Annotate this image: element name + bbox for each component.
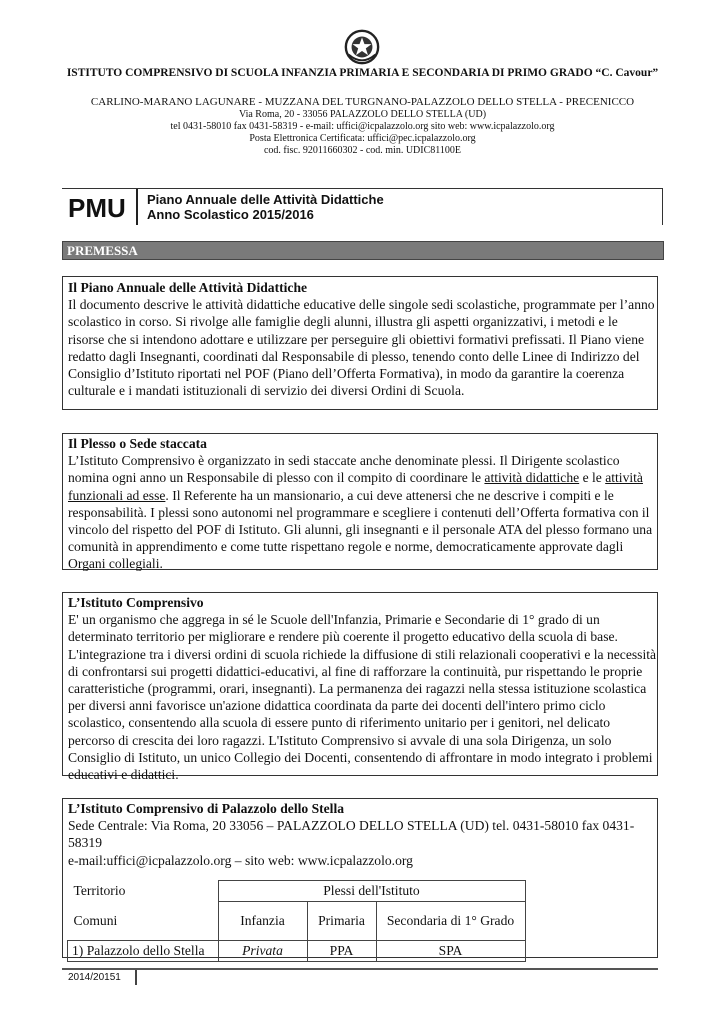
plesso-box bbox=[62, 433, 658, 570]
table-cell: Privata bbox=[218, 940, 307, 961]
table-row bbox=[68, 902, 526, 941]
table-header: Primaria bbox=[307, 902, 376, 941]
section-heading-premessa: PREMESSA bbox=[62, 241, 664, 260]
sede-centrale: Sede Centrale: Via Roma, 20 33056 – PALAZZOLO DELLO STELLA (UD) tel. 0431-58010 fax 0431-58319 bbox=[68, 818, 635, 851]
table-cell: Comuni bbox=[73, 912, 118, 928]
istituto-comprensivo-box bbox=[62, 592, 658, 783]
body-text: . Il Referente ha un mansionario, a cui deve attenersi che ne descrive i compiti e le responsabilità. I plessi sono autonomi nel programmare e scegliere i contenuti dell’Offerta formativa con il vincolo del rispetto del POF di Istituto. Gli alunni, gli insegnanti e il personale ATA del plesso formano una comunità in apprendimento e come tutte rispettano regole e norme, democraticamente approvate dagli Organi collegiali. bbox=[68, 487, 653, 572]
box-body: E' un organismo che aggrega in sé le Scuole dell'Infanzia, Primarie e Secondarie di 1° grado di un determinato territorio per migliorare e rendere più coerente il progetto educativo della scuola di base. L'integrazione tra i diversi ordini di scuola richiede la diffusione di stili relazionali cooperativi e la necessità di confrontarsi sui progetti didattici-educativi, al fine di rafforzare la continuità, pur rispettando le proprie caratteristiche (programmi, orari, insegnanti). La permanenza dei ragazzi nella stessa istituzione scolastica per diversi anni favorisce un'azione didattica coordinata da parte dei docenti dell'intero primo ciclo scolastico, consentendo alla scuola di essere punto di riferimento unitario per i genitori, nel delicato percorso di crescita dei loro ragazzi. L'Istituto Comprensivo si avvale di una sola Dirigenza, un solo Consiglio di Istituto, un unico Collegio dei Docenti, consentendo di affrontare in modo integrato i problemi educativi e didattici. bbox=[68, 612, 657, 783]
box-title: Il Plesso o Sede staccata bbox=[68, 436, 207, 451]
footer-marker bbox=[135, 970, 137, 985]
document-code: PMU bbox=[62, 189, 138, 225]
box-title: L’Istituto Comprensivo di Palazzolo dello Stella bbox=[68, 801, 345, 816]
address: Via Roma, 20 - 33056 PALAZZOLO DELLO STELLA (UD) bbox=[238, 109, 487, 120]
footer-text: 2014/20151 bbox=[68, 972, 121, 983]
table-header: Infanzia bbox=[218, 902, 307, 941]
table-cell: Territorio bbox=[73, 883, 126, 898]
body-text: e le bbox=[579, 470, 606, 486]
table-cell: SPA bbox=[376, 940, 525, 961]
table-row bbox=[68, 940, 526, 961]
plessi-table bbox=[67, 880, 526, 962]
box-body: Il documento descrive le attività didattiche educative delle singole sedi scolastiche, programmate per l’anno scolastico in corso. Si rivolge alle famiglie degli alunni, illustra gli aspetti organizzativi, i metodi e le risorse che si intendono adottare e utilizzare per perseguire gli obiettivi formativi prefissati. Il Piano viene redatto dagli Insegnanti, coordinati dal Responsabile di plesso, tenendo conto delle Linee di Indirizzo del Consiglio d’Istituto riportati nel POF (Piano dell’Offerta Formativa), in modo da garantire la coerenza culturale e i mandati istituzionali di servizio dei diversi Ordini di Scuola. bbox=[68, 297, 655, 399]
box-title: L’Istituto Comprensivo bbox=[68, 595, 204, 610]
plan-title: Piano Annuale delle Attività Didattiche bbox=[147, 192, 384, 207]
table-header: Plessi dell'Istituto bbox=[218, 881, 525, 902]
municipalities: CARLINO-MARANO LAGUNARE - MUZZANA DEL TURGNANO-PALAZZOLO DELLO STELLA - PRECENICCO bbox=[90, 96, 635, 108]
table-cell: 1) Palazzolo dello Stella bbox=[68, 940, 219, 961]
box-title: Il Piano Annuale delle Attività Didattiche bbox=[68, 280, 308, 295]
fiscal-codes: cod. fisc. 92011660302 - cod. min. UDIC81100E bbox=[263, 145, 461, 156]
school-name: ISTITUTO COMPRENSIVO DI SCUOLA INFANZIA PRIMARIA E SECONDARIA DI PRIMO GRADO “C. Cavour” bbox=[66, 67, 659, 79]
body-text: L’Istituto Comprensivo è organizzato in sedi staccate anche denominate plessi. Il Dirigente scolastico nomina ogni anno un Responsabile di plesso con il compito di coordinare le bbox=[68, 453, 620, 486]
attivita-funzionali-link[interactable]: attività funzionali ad esse bbox=[68, 470, 643, 503]
italian-republic-emblem-icon bbox=[343, 28, 381, 66]
school-year: Anno Scolastico 2015/2016 bbox=[147, 207, 314, 222]
email-web: e-mail:uffici@icpalazzolo.org – sito web: www.icpalazzolo.org bbox=[68, 852, 413, 868]
pec-address: Posta Elettronica Certificata: uffici@pec.icpalazzolo.org bbox=[249, 133, 476, 144]
table-cell: PPA bbox=[307, 940, 376, 961]
attivita-didattiche-link[interactable]: attività didattiche bbox=[484, 470, 580, 486]
document-title bbox=[147, 192, 384, 222]
footer-divider bbox=[62, 968, 658, 970]
document-title-block bbox=[62, 188, 663, 225]
contacts: tel 0431-58010 fax 0431-58319 - e-mail: uffici@icpalazzolo.org sito web: www.icpalazzolo.org bbox=[170, 121, 555, 132]
table-row bbox=[68, 881, 526, 902]
box-body bbox=[68, 452, 657, 572]
piano-annuale-box bbox=[62, 276, 658, 410]
table-header: Secondaria di 1° Grado bbox=[376, 902, 525, 941]
